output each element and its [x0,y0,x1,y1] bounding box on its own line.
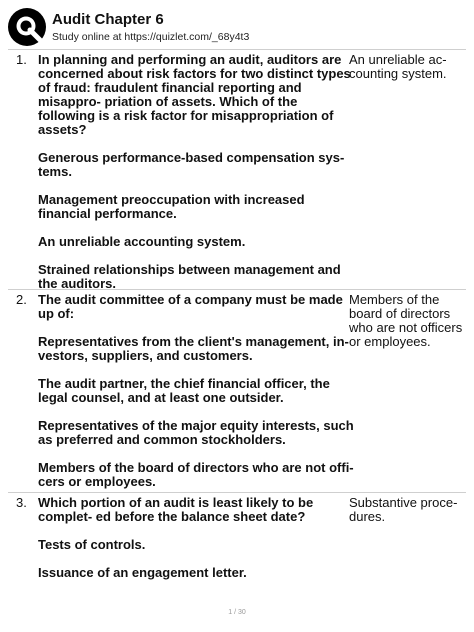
question-text: The audit committee of a company must be made up of: [38,292,343,321]
card-number: 2. [16,292,27,307]
page-number: 1 / 30 [228,609,246,616]
answer-option: An unreliable accounting system. [38,234,246,249]
document-header [8,8,466,46]
card-number: 1. [16,52,27,67]
card-question [38,496,354,594]
question-text: Which portion of an audit is least likely to be complet- ed before the balance sheet date? [38,495,314,524]
flashcard-2 [8,289,466,492]
flashcard-1 [8,49,466,289]
answer-option: Generous performance-based compensation sys- tems. [38,150,345,179]
flashcard-list [8,49,466,602]
card-answer: Members of the board of directors who are not officers or employees. [349,292,463,349]
document-title: Audit Chapter 6 [52,11,164,28]
card-question [38,293,354,503]
card-answer: Substantive proce- dures. [349,495,458,524]
answer-option: The audit partner, the chief financial officer, the legal counsel, and at least one outsider. [38,376,330,405]
answer-option: Management preoccupation with increased financial performance. [38,192,305,221]
card-answer: An unreliable ac- counting system. [349,52,447,81]
flashcard-3 [8,492,466,602]
answer-option: Representatives of the major equity interests, such as preferred and common stockholders. [38,418,354,447]
card-question [38,53,354,305]
answer-option: Strained relationships between management and the auditors. [38,262,341,291]
answer-option: Tests of controls. [38,537,146,552]
quizlet-logo-icon [8,8,46,46]
answer-option: Representatives from the client's management, in- vestors, suppliers, and customers. [38,334,349,363]
answer-option: Issuance of an engagement letter. [38,565,247,580]
question-text: In planning and performing an audit, auditors are concerned about risk factors for two distinct types of fraud: fraudulent financial reporting and misappro- priation of assets. Which of the following is a risk factor for misappropriation of assets? [38,52,351,137]
answer-option: Members of the board of directors who are not offi- cers or employees. [38,460,354,489]
document-subtitle: Study online at https://quizlet.com/_68y4t3 [52,31,250,43]
card-number: 3. [16,495,27,510]
